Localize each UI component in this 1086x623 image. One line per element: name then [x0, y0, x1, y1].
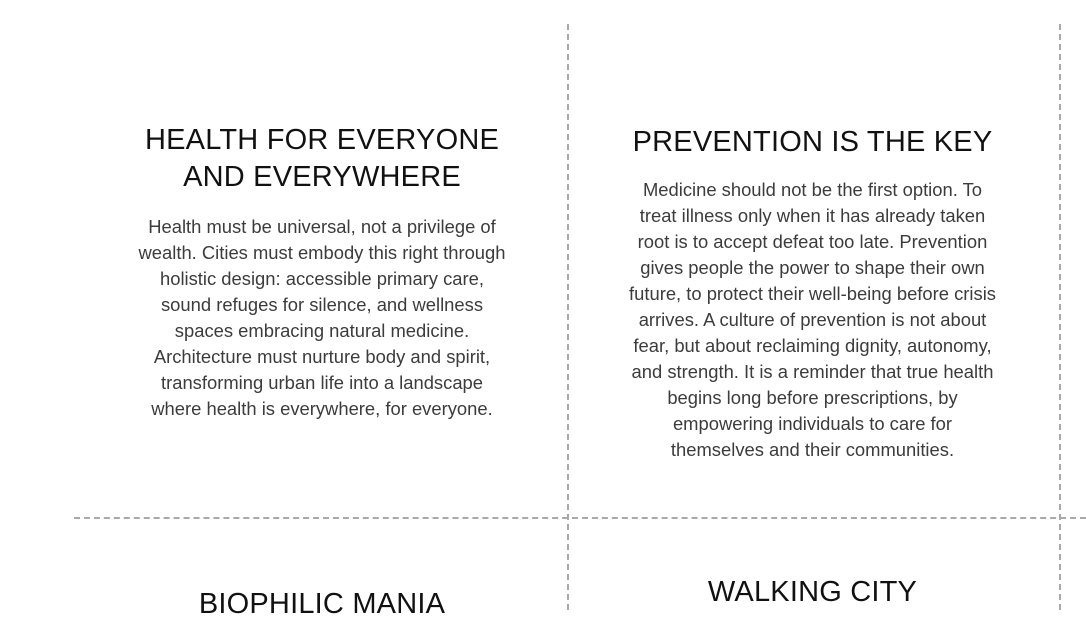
card-body-line: spaces embracing natural medicine.: [174, 320, 470, 341]
vertical-divider-right: [1059, 24, 1061, 610]
card-body-line: holistic design: accessible primary care,: [159, 268, 484, 289]
card-body-line: wealth. Cities must embody this right through: [138, 242, 506, 263]
card-body-line: Health must be universal, not a privilege of: [148, 216, 496, 237]
card-body-line: empowering individuals to care for: [672, 413, 953, 434]
card-body: [96, 214, 548, 422]
vertical-divider-left: [567, 24, 569, 610]
card-title: [592, 124, 1033, 161]
card-body-line: Architecture must nurture body and spirit,: [153, 346, 491, 367]
card-body-line: transforming urban life into a landscape: [160, 372, 484, 393]
card-body-line: gives people the power to shape their own: [640, 257, 985, 278]
card-body-line: future, to protect their well-being before crisis: [629, 283, 996, 304]
card-title: [96, 122, 548, 196]
card-body-line: sound refuges for silence, and wellness: [160, 294, 484, 315]
card-body-line: treat illness only when it has already taken: [639, 205, 986, 226]
card-title-line: PREVENTION IS THE KEY: [632, 126, 993, 158]
card-body-line: where health is everywhere, for everyone.: [151, 398, 493, 419]
card-body-line: themselves and their communities.: [670, 439, 955, 460]
card-body-line: root is to accept defeat too late. Prevention: [637, 231, 988, 252]
card-body-line: Medicine should not be the first option. To: [642, 179, 983, 200]
card-body-line: begins long before prescriptions, by: [667, 387, 958, 408]
horizontal-divider: [74, 517, 1086, 519]
card-body: [592, 177, 1033, 463]
card-walking-city: [592, 574, 1033, 611]
card-health-for-everyone: [96, 122, 548, 422]
card-biophilic-mania: [96, 586, 548, 623]
card-prevention-is-the-key: [592, 124, 1033, 463]
card-body-line: arrives. A culture of prevention is not about: [638, 309, 987, 330]
card-title-line: HEALTH FOR EVERYONE: [144, 124, 500, 156]
card-title: BIOPHILIC MANIA: [198, 588, 446, 620]
card-title: WALKING CITY: [707, 576, 918, 608]
card-title-line: AND EVERYWHERE: [183, 161, 461, 193]
card-body-line: and strength. It is a reminder that true health: [631, 361, 994, 382]
card-body-line: fear, but about reclaiming dignity, autonomy,: [633, 335, 992, 356]
